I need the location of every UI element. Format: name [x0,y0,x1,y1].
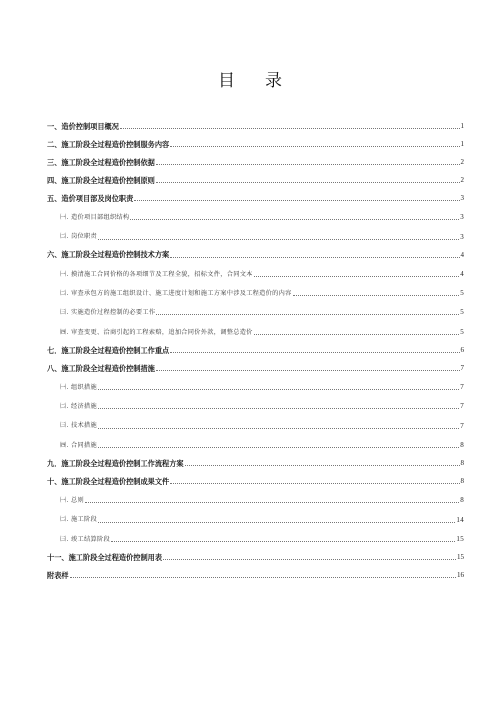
toc-dot-leader [254,276,460,277]
toc-page-number: 8 [460,458,464,467]
toc-title-char-2: 录 [265,71,282,91]
toc-dot-leader [170,146,459,147]
toc-entry-label: ㈢. 竣工结算阶段 [60,535,110,543]
toc-dot-leader [170,483,459,484]
toc-subsection-entry[interactable] [47,504,464,523]
toc-page-number: 16 [457,570,464,579]
toc-dot-leader [156,182,460,183]
toc-entry-label: ㈣. 合同措施 [60,441,97,449]
toc-subsection-entry[interactable] [47,278,464,297]
toc-dot-leader [254,334,460,335]
toc-entry-label: ㈣. 审查变更、洽商引起的工程索赔，追加合同价外款，调整总造价 [60,328,253,336]
toc-section-entry[interactable] [47,354,464,372]
toc-dot-leader [170,257,459,258]
toc-section-entry[interactable] [47,112,464,130]
toc-entry-label: ㈡. 审查承包方的施工组织设计、施工进度计划和施工方案中涉及工程造价的内容 [60,289,292,297]
toc-page-number: 4 [460,269,464,278]
toc-subsection-entry[interactable] [47,202,464,221]
toc-entry-label: 十一、施工阶段全过程造价控制用表 [47,552,163,561]
toc-entry-label: ㈠. 组织措施 [60,383,97,391]
toc-page-number: 2 [460,176,464,184]
toc-page-number: 3 [460,232,464,241]
toc-page-number: 7 [460,421,464,430]
toc-subsection-entry[interactable] [47,372,464,391]
toc-entry-label: ㈠. 总则 [60,497,84,505]
toc-dot-leader [185,465,460,466]
toc-page-number: 1 [460,140,464,148]
toc-section-entry[interactable] [47,336,464,354]
toc-entry-label: 四、施工阶段全过程造价控制原则 [47,175,155,184]
toc-dot-leader [85,502,459,503]
toc-page-number: 2 [460,158,464,166]
toc-entry-label: ㈡. 岗位职责 [60,233,97,241]
toc-entry-label: 二、施工阶段全过程造价控制服务内容 [47,139,170,148]
toc-dot-leader [163,559,456,560]
toc-entry-label: ㈡. 经济措施 [60,403,97,411]
toc-section-entry[interactable] [47,166,464,184]
toc-dot-leader [134,200,459,201]
toc-entry-label: 十、施工阶段全过程造价控制成果文件 [47,476,170,485]
toc-page-number: 14 [456,515,464,524]
toc-dot-leader [111,541,455,542]
toc-entry-label: 八、施工阶段全过程造价控制措施 [47,363,155,372]
toc-list [47,112,464,579]
toc-entry-label: 附表样 [47,570,69,579]
toc-title [0,66,500,91]
toc-page-number: 5 [460,308,464,317]
toc-entry-label: ㈠. 造价项目部组织结构 [60,214,130,222]
toc-title-char-1: 目 [218,71,235,91]
toc-subsection-entry[interactable] [47,259,464,278]
toc-dot-leader [98,389,459,390]
toc-entry-label: ㈢. 技术措施 [60,422,97,430]
toc-dot-leader [120,128,460,129]
toc-section-entry[interactable] [47,543,464,561]
toc-entry-label: 九．施工阶段全过程造价控制工作流程方案 [47,458,184,467]
toc-section-entry[interactable] [47,148,464,166]
toc-dot-leader [156,314,459,315]
toc-page-number: 7 [460,383,464,392]
toc-section-entry[interactable] [47,130,464,148]
toc-entry-label: 五、造价项目部及岗位职责 [47,193,134,202]
toc-entry-label: ㈡. 施工阶段 [60,516,97,524]
toc-entry-label: 六、施工阶段全过程造价控制技术方案 [47,250,170,259]
toc-dot-leader [156,164,460,165]
toc-subsection-entry[interactable] [47,221,464,240]
toc-section-entry[interactable] [47,184,464,202]
toc-page-number: 7 [460,402,464,411]
toc-page-number: 7 [460,363,464,372]
toc-page-number: 8 [460,476,464,485]
toc-dot-leader [98,428,459,429]
toc-page-number: 5 [460,327,464,336]
toc-page-number: 1 [460,122,464,130]
toc-page-number: 15 [456,534,464,543]
toc-page-number: 6 [460,345,464,354]
toc-page-number: 5 [460,289,464,298]
toc-dot-leader [98,447,459,448]
toc-entry-label: ㈢. 实施造价过程控制的必要工作 [60,309,156,317]
toc-entry-label: ㈠. 摸清施工合同价格的各项细节及工程全貌，招标文件，合同文本 [60,270,253,278]
toc-subsection-entry[interactable] [47,410,464,429]
toc-section-entry[interactable] [47,467,464,485]
toc-dot-leader [70,577,456,578]
toc-subsection-entry[interactable] [47,316,464,335]
toc-page-number: 4 [460,250,464,259]
toc-section-entry[interactable] [47,561,464,579]
toc-subsection-entry[interactable] [47,485,464,504]
toc-page-number: 8 [460,440,464,449]
toc-page-number: 15 [457,552,464,561]
toc-dot-leader [98,239,459,240]
toc-entry-label: 七．施工阶段全过程造价控制工作重点 [47,345,170,354]
toc-section-entry[interactable] [47,449,464,467]
toc-dot-leader [156,370,460,371]
toc-dot-leader [98,522,455,523]
toc-dot-leader [98,408,459,409]
toc-page-number: 3 [460,194,464,202]
toc-section-entry[interactable] [47,241,464,259]
toc-subsection-entry[interactable] [47,524,464,543]
toc-dot-leader [130,219,459,220]
toc-subsection-entry[interactable] [47,391,464,410]
toc-dot-leader [170,352,459,353]
toc-subsection-entry[interactable] [47,430,464,449]
toc-entry-label: 一、造价控制项目概况 [47,121,119,130]
toc-dot-leader [293,295,460,296]
toc-page-number: 3 [460,213,464,222]
toc-page-number: 8 [460,496,464,505]
toc-subsection-entry[interactable] [47,297,464,316]
toc-entry-label: 三、施工阶段全过程造价控制依据 [47,157,155,166]
